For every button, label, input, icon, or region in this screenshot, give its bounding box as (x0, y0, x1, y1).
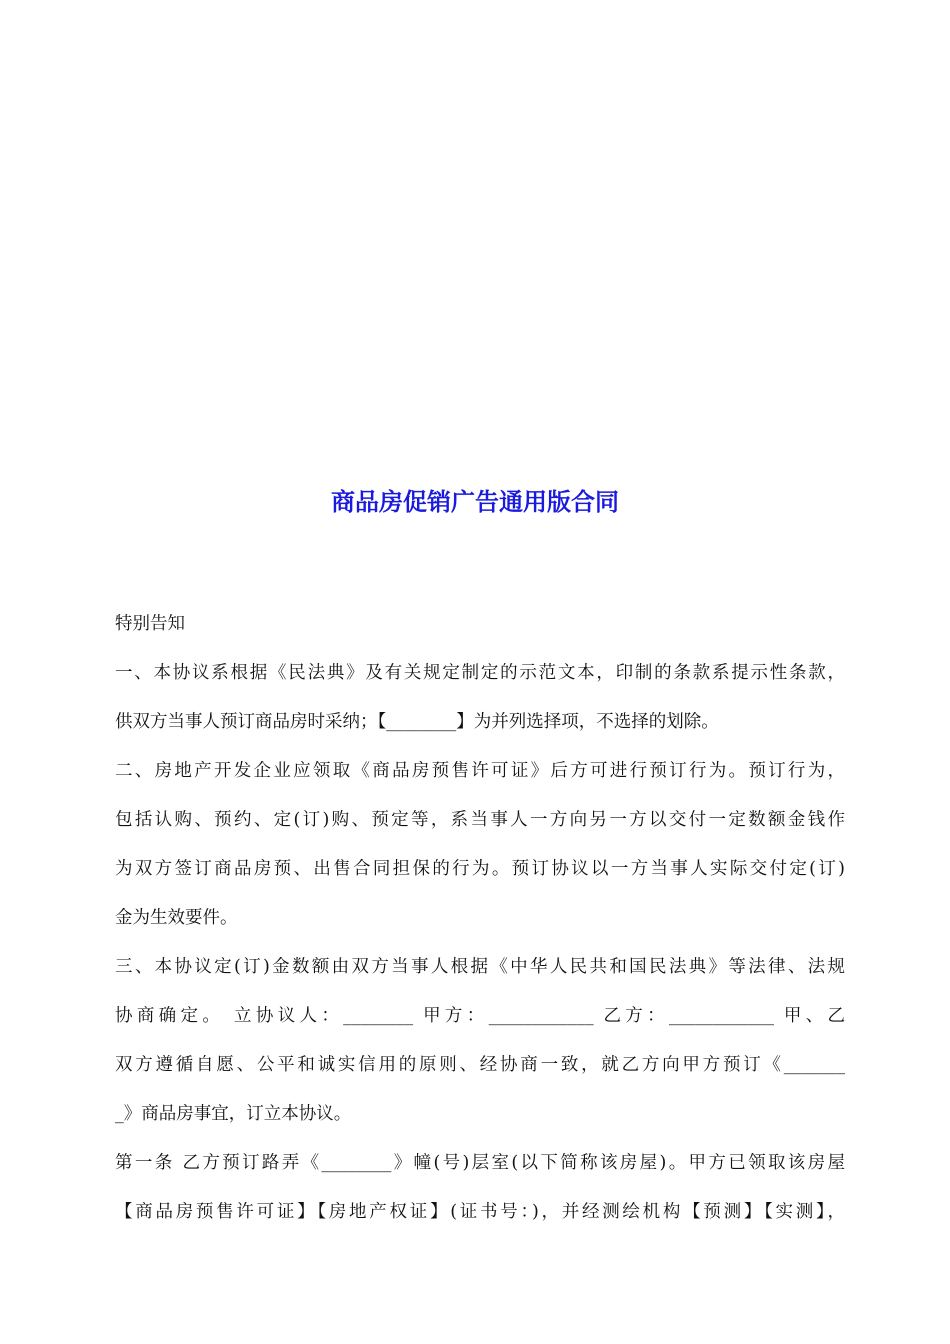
paragraph-line: 包括认购、预约、定(订)购、预定等，系当事人一方向另一方以交付一定数额金钱作 (115, 810, 845, 830)
paragraph-line: 为双方签订商品房预、出售合同担保的行为。预订协议以一方当事人实际交付定(订) (115, 859, 845, 879)
paragraph-line: 第一条 乙方预订路弄《________》幢(号)层室(以下简称该房屋)。甲方已领取该房屋 (115, 1153, 845, 1173)
document-body (115, 600, 845, 1237)
paragraph-line: 协商确定。 立协议人：________ 甲方：____________ 乙方：____________ 甲、乙 (115, 1006, 845, 1026)
paragraph-line: 金为生效要件。 (115, 908, 238, 928)
paragraph-line: 二、房地产开发企业应领取《商品房预售许可证》后方可进行预订行为。预订行为， (115, 761, 845, 781)
paragraph-line: 【商品房预售许可证】【房地产权证】(证书号：)，并经测绘机构【预测】【实测】， (115, 1202, 845, 1222)
paragraph-line: 一、本协议系根据《民法典》及有关规定制定的示范文本，印制的条款系提示性条款， (115, 663, 845, 683)
paragraph-line: 供双方当事人预订商品房时采纳；【________】为并列选择项，不选择的划除。 (115, 712, 719, 732)
paragraph-line: _》商品房事宜，订立本协议。 (115, 1104, 352, 1124)
heading-special-notice: 特别告知 (115, 614, 185, 634)
document-title: 商品房促销广告通用版合同 (331, 488, 619, 516)
paragraph-line: 双方遵循自愿、公平和诚实信用的原则、经协商一致，就乙方向甲方预订《_______ (115, 1055, 845, 1075)
paragraph-line: 三、本协议定(订)金数额由双方当事人根据《中华人民共和国民法典》等法律、法规 (115, 957, 845, 977)
